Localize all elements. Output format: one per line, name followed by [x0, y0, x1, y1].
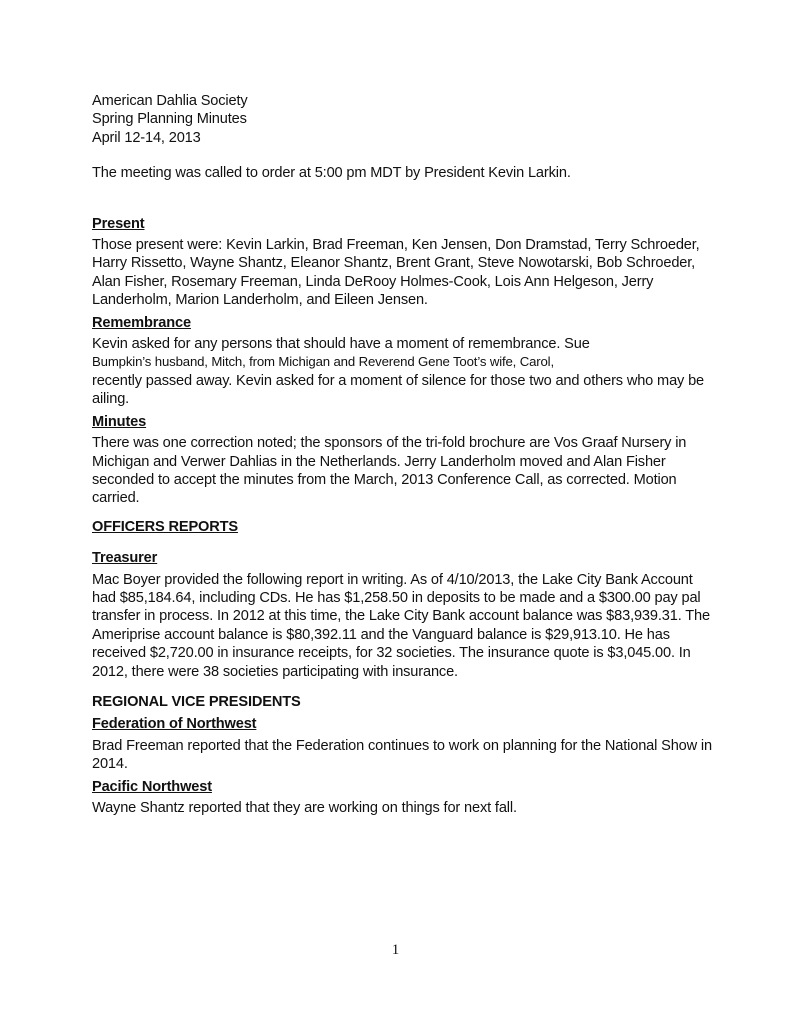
- remembrance-heading: Remembrance: [92, 314, 191, 331]
- document-title: Spring Planning Minutes: [92, 111, 247, 128]
- present-paragraph: Those present were: Kevin Larkin, Brad Freeman, Ken Jensen, Don Dramstad, Terry Schroeder, Harry Rissetto, Wayne Shantz, Eleanor Shantz, Brent Grant, Steve Nowotarski, Bob Schroeder, Alan Fisher, Rosemary Freeman, Linda DeRooy Holmes-Cook, Lois Ann Helgeson, Jerry Landerholm, Marion Landerholm, and Eileen Jensen.: [92, 237, 700, 309]
- federation-heading: Federation of Northwest: [92, 716, 257, 733]
- present-heading: Present: [92, 215, 145, 232]
- treasurer-heading: Treasurer: [92, 550, 158, 567]
- remembrance-rest: recently passed away. Kevin asked for a moment of silence for those two and others who may be ailing.: [92, 372, 705, 408]
- document-page: [92, 92, 712, 817]
- remembrance-paragraph: [92, 335, 712, 409]
- regional-vps-heading: REGIONAL VICE PRESIDENTS: [92, 693, 301, 710]
- pacific-paragraph: Wayne Shantz reported that they are working on things for next fall.: [92, 800, 517, 816]
- section-treasurer: [92, 549, 712, 681]
- federation-paragraph: Brad Freeman reported that the Federation continues to work on planning for the National Show in 2014.: [92, 737, 712, 773]
- page-number: 1: [391, 942, 400, 958]
- section-pacific: [92, 778, 712, 818]
- section-present: [92, 215, 712, 310]
- section-federation: [92, 715, 712, 773]
- minutes-paragraph: There was one correction noted; the sponsors of the tri-fold brochure are Vos Graaf Nursery in Michigan and Verwer Dahlias in the Netherlands. Jerry Landerholm moved and Alan Fisher seconded to accept the minutes from the March, 2013 Conference Call, as corrected. Motion carried.: [92, 435, 687, 507]
- officers-reports-heading: OFFICERS REPORTS: [92, 518, 238, 535]
- remembrance-line-2: Bumpkin’s husband, Mitch, from Michigan and Reverend Gene Toot’s wife, Carol,: [92, 354, 554, 370]
- remembrance-line-1: Kevin asked for any persons that should have a moment of remembrance. Sue: [92, 336, 590, 353]
- minutes-heading: Minutes: [92, 413, 147, 430]
- section-regional-vps: [92, 693, 712, 711]
- call-to-order-paragraph: The meeting was called to order at 5:00 pm MDT by President Kevin Larkin.: [92, 165, 571, 182]
- organization-name: American Dahlia Society: [92, 93, 248, 109]
- meeting-dates: April 12-14, 2013: [92, 129, 201, 146]
- treasurer-paragraph: Mac Boyer provided the following report in writing. As of 4/10/2013, the Lake City Bank Account had $85,184.64, including CDs. He has $1,258.50 in deposits to be made and a $300.00 pay pal transfer in process. In 2012 at this time, the Lake City Bank account balance was $83,939.31. The Ameriprise account balance is $80,392.11 and the Vanguard balance is $29,913.10. He has received $2,720.00 in insurance receipts, for 32 societies. The insurance quote is $3,045.00. In 2012, there were 38 societies participating with insurance.: [92, 571, 710, 680]
- section-remembrance: [92, 314, 712, 409]
- section-minutes: [92, 413, 712, 508]
- pacific-heading: Pacific Northwest: [92, 778, 212, 795]
- section-officers-reports: [92, 518, 712, 536]
- document-header: [92, 92, 712, 147]
